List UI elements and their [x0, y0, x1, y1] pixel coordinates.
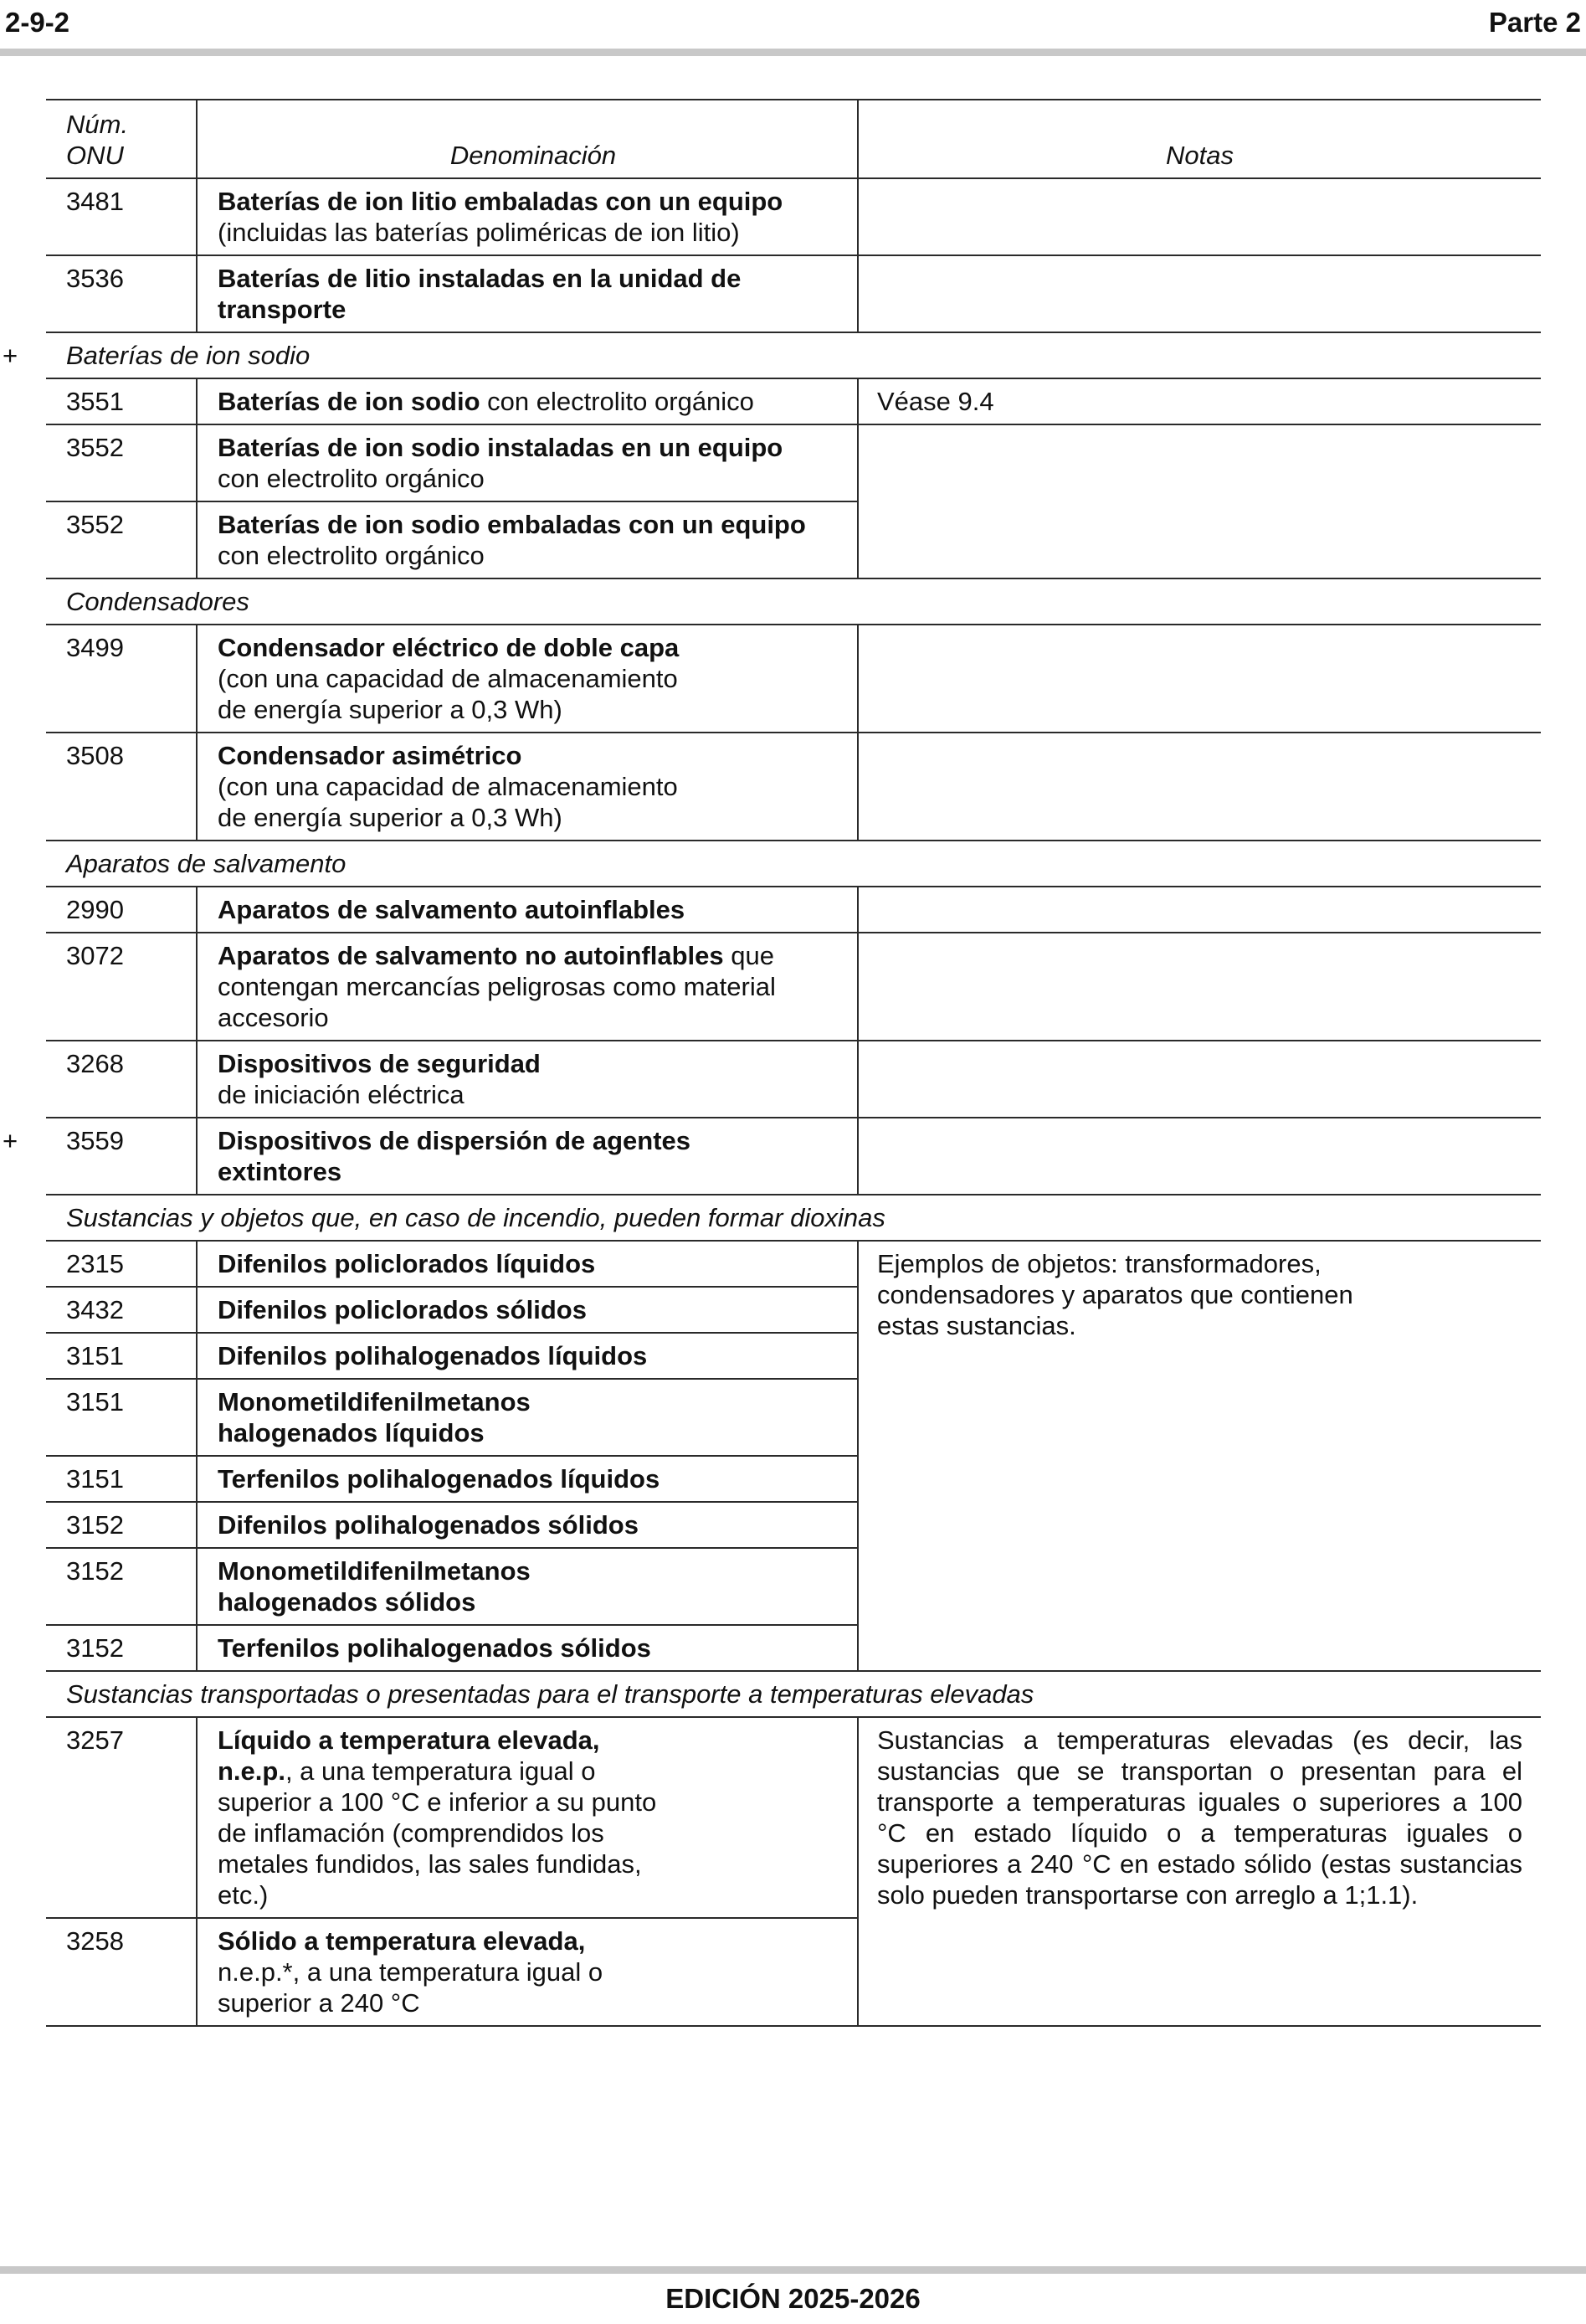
header-rule: [0, 49, 1586, 56]
table-row: [46, 424, 1541, 501]
un-number: 3152: [46, 1502, 197, 1548]
group-heading: Aparatos de salvamento: [46, 841, 1541, 887]
note-cell: [858, 424, 1541, 578]
denomination-bold: Monometildifenilmetanos halogenados líquidos: [218, 1387, 531, 1447]
un-number: 3151: [46, 1456, 197, 1502]
un-number: 3268: [46, 1041, 197, 1118]
table-row: [46, 1717, 1541, 1918]
un-number: 3257: [46, 1717, 197, 1918]
group-heading: Condensadores: [46, 578, 1541, 625]
group-heading: Sustancias transportadas o presentadas para el transporte a temperaturas elevadas: [46, 1671, 1541, 1717]
part-label: Parte 2: [1488, 7, 1581, 38]
denomination-bold: Difenilos polihalogenados líquidos: [218, 1341, 648, 1370]
table-row: [46, 625, 1541, 733]
un-number: 3152: [46, 1548, 197, 1625]
table-row: [46, 887, 1541, 933]
table-row: [46, 178, 1541, 255]
table-row: [46, 378, 1541, 424]
amendment-marker: +: [3, 341, 18, 370]
denomination: [197, 1241, 858, 1287]
group-heading: [3, 332, 1541, 378]
amendment-marker: +: [3, 1126, 18, 1155]
denomination-text: (incluidas las baterías poliméricas de ion litio): [218, 218, 740, 247]
denomination-bold: Monometildifenilmetanos halogenados sólidos: [218, 1556, 531, 1617]
un-number: 2315: [46, 1241, 197, 1287]
un-number: 3481: [46, 178, 197, 255]
denomination: [197, 255, 858, 332]
denomination: [197, 625, 858, 733]
group-heading: Sustancias y objetos que, en caso de incendio, pueden formar dioxinas: [46, 1195, 1541, 1241]
denomination: [197, 1379, 858, 1456]
table-row: [46, 1241, 1541, 1287]
denomination-bold: Aparatos de salvamento autoinflables: [218, 895, 685, 924]
denomination: [197, 1456, 858, 1502]
denomination: [197, 1625, 858, 1671]
denomination: [197, 378, 858, 424]
denomination-bold: Terfenilos polihalogenados sólidos: [218, 1633, 651, 1663]
group-row: [46, 578, 1541, 625]
table-row: [46, 933, 1541, 1041]
denomination-text: con electrolito orgánico: [480, 387, 754, 416]
denomination-bold: Baterías de ion sodio embaladas con un equipo: [218, 510, 806, 539]
denomination-text: , a una temperatura igual o superior a 100 °C e inferior a su punto de inflamación (comprendidos los metales fundidos, las sales fundidas, etc.): [218, 1756, 657, 1910]
note-cell: Sustancias a temperaturas elevadas (es decir, las sustancias que se transportan o presentan para el transporte a temperaturas iguales o superiores a 100 °C en estado líquido o a temperaturas iguales o superiores a 240 °C en estado sólido (estas sustancias solo pueden transportarse con arreglo a 1;1.1).: [858, 1717, 1541, 2026]
table-header-row: [46, 100, 1541, 178]
note-cell: [858, 887, 1541, 933]
un-number: 3499: [46, 625, 197, 733]
dangerous-goods-table: [3, 99, 1541, 2027]
note-cell: [858, 733, 1541, 841]
footer-rule: [0, 2266, 1586, 2274]
denomination-bold: Condensador eléctrico de doble capa: [218, 633, 680, 662]
denomination: [197, 933, 858, 1041]
un-number: 2990: [46, 887, 197, 933]
page-reference: 2-9-2: [5, 7, 70, 38]
column-header-num-line1: Núm.: [66, 110, 129, 139]
un-number: [3, 1118, 197, 1195]
denomination-bold: Difenilos polihalogenados sólidos: [218, 1510, 639, 1540]
note-cell: [858, 1118, 1541, 1195]
note-cell: [858, 255, 1541, 332]
denomination: [197, 1548, 858, 1625]
note-cell: Véase 9.4: [858, 378, 1541, 424]
denomination: [197, 1333, 858, 1379]
denomination: [197, 1287, 858, 1333]
note-cell: [858, 1241, 1541, 1671]
un-number: 3536: [46, 255, 197, 332]
denomination-text: n.e.p.*, a una temperatura igual o superior a 240 °C: [218, 1957, 603, 2018]
denomination-bold: Aparatos de salvamento no autoinflables: [218, 941, 724, 970]
denomination: [197, 1918, 858, 2026]
denomination-text: de iniciación eléctrica: [218, 1080, 465, 1109]
table-row: [46, 1041, 1541, 1118]
denomination: [197, 424, 858, 501]
denomination-bold: Baterías de ion sodio instaladas en un equipo: [218, 433, 783, 462]
edition-footer: EDICIÓN 2025-2026: [665, 2283, 921, 2314]
denomination: [197, 1118, 858, 1195]
un-number-value: 3559: [66, 1126, 124, 1155]
un-number: 3552: [46, 424, 197, 501]
denomination: [197, 1717, 858, 1918]
denomination-bold: Dispositivos de seguridad: [218, 1049, 541, 1078]
column-header-num: [46, 100, 197, 178]
table-row: [46, 255, 1541, 332]
un-number: 3152: [46, 1625, 197, 1671]
denomination-bold: Baterías de litio instaladas en la unidad de transporte: [218, 264, 742, 324]
group-row: [46, 1671, 1541, 1717]
group-label: Baterías de ion sodio: [66, 341, 311, 370]
column-header-denominacion: Denominación: [197, 100, 858, 178]
denomination: [197, 178, 858, 255]
denomination-bold: Dispositivos de dispersión de agentes extintores: [218, 1126, 691, 1186]
table-row: [46, 1118, 1541, 1195]
denomination: [197, 501, 858, 578]
denomination-text: con electrolito orgánico: [218, 464, 485, 493]
column-header-num-line2: ONU: [66, 141, 124, 170]
note-text: Ejemplos de objetos: transformadores, condensadores y aparatos que contienen estas sustancias.: [877, 1249, 1353, 1340]
denomination-bold: Difenilos policlorados líquidos: [218, 1249, 596, 1278]
un-number: 3552: [46, 501, 197, 578]
denomination-text: con electrolito orgánico: [218, 541, 485, 570]
denomination-bold: Baterías de ion litio embaladas con un equipo: [218, 187, 783, 216]
column-header-notas: Notas: [858, 100, 1541, 178]
note-cell: [858, 933, 1541, 1041]
group-row: [46, 332, 1541, 378]
denomination-text: (con una capacidad de almacenamiento de energía superior a 0,3 Wh): [218, 664, 678, 724]
denomination: [197, 1502, 858, 1548]
note-cell: [858, 625, 1541, 733]
group-row: [46, 841, 1541, 887]
denomination-bold: Baterías de ion sodio: [218, 387, 480, 416]
denomination: [197, 887, 858, 933]
un-number: 3432: [46, 1287, 197, 1333]
table-row: [46, 733, 1541, 841]
un-number: 3508: [46, 733, 197, 841]
denomination: [197, 733, 858, 841]
group-row: [46, 1195, 1541, 1241]
denomination-bold: Sólido a temperatura elevada,: [218, 1926, 586, 1956]
denomination-bold: Líquido a temperatura elevada, n.e.p.: [218, 1725, 600, 1786]
note-cell: [858, 1041, 1541, 1118]
un-number: 3151: [46, 1333, 197, 1379]
un-number: 3258: [46, 1918, 197, 2026]
note-cell: [858, 178, 1541, 255]
page-header: [0, 0, 1586, 49]
denomination-bold: Terfenilos polihalogenados líquidos: [218, 1464, 660, 1494]
denomination-text: (con una capacidad de almacenamiento de energía superior a 0,3 Wh): [218, 772, 678, 832]
un-number: 3151: [46, 1379, 197, 1456]
denomination-bold: Difenilos policlorados sólidos: [218, 1295, 587, 1324]
denomination: [197, 1041, 858, 1118]
un-number: 3072: [46, 933, 197, 1041]
un-number: 3551: [46, 378, 197, 424]
denomination-bold: Condensador asimétrico: [218, 741, 522, 770]
denomination-text: que contengan mercancías peligrosas como material accesorio: [218, 941, 776, 1032]
